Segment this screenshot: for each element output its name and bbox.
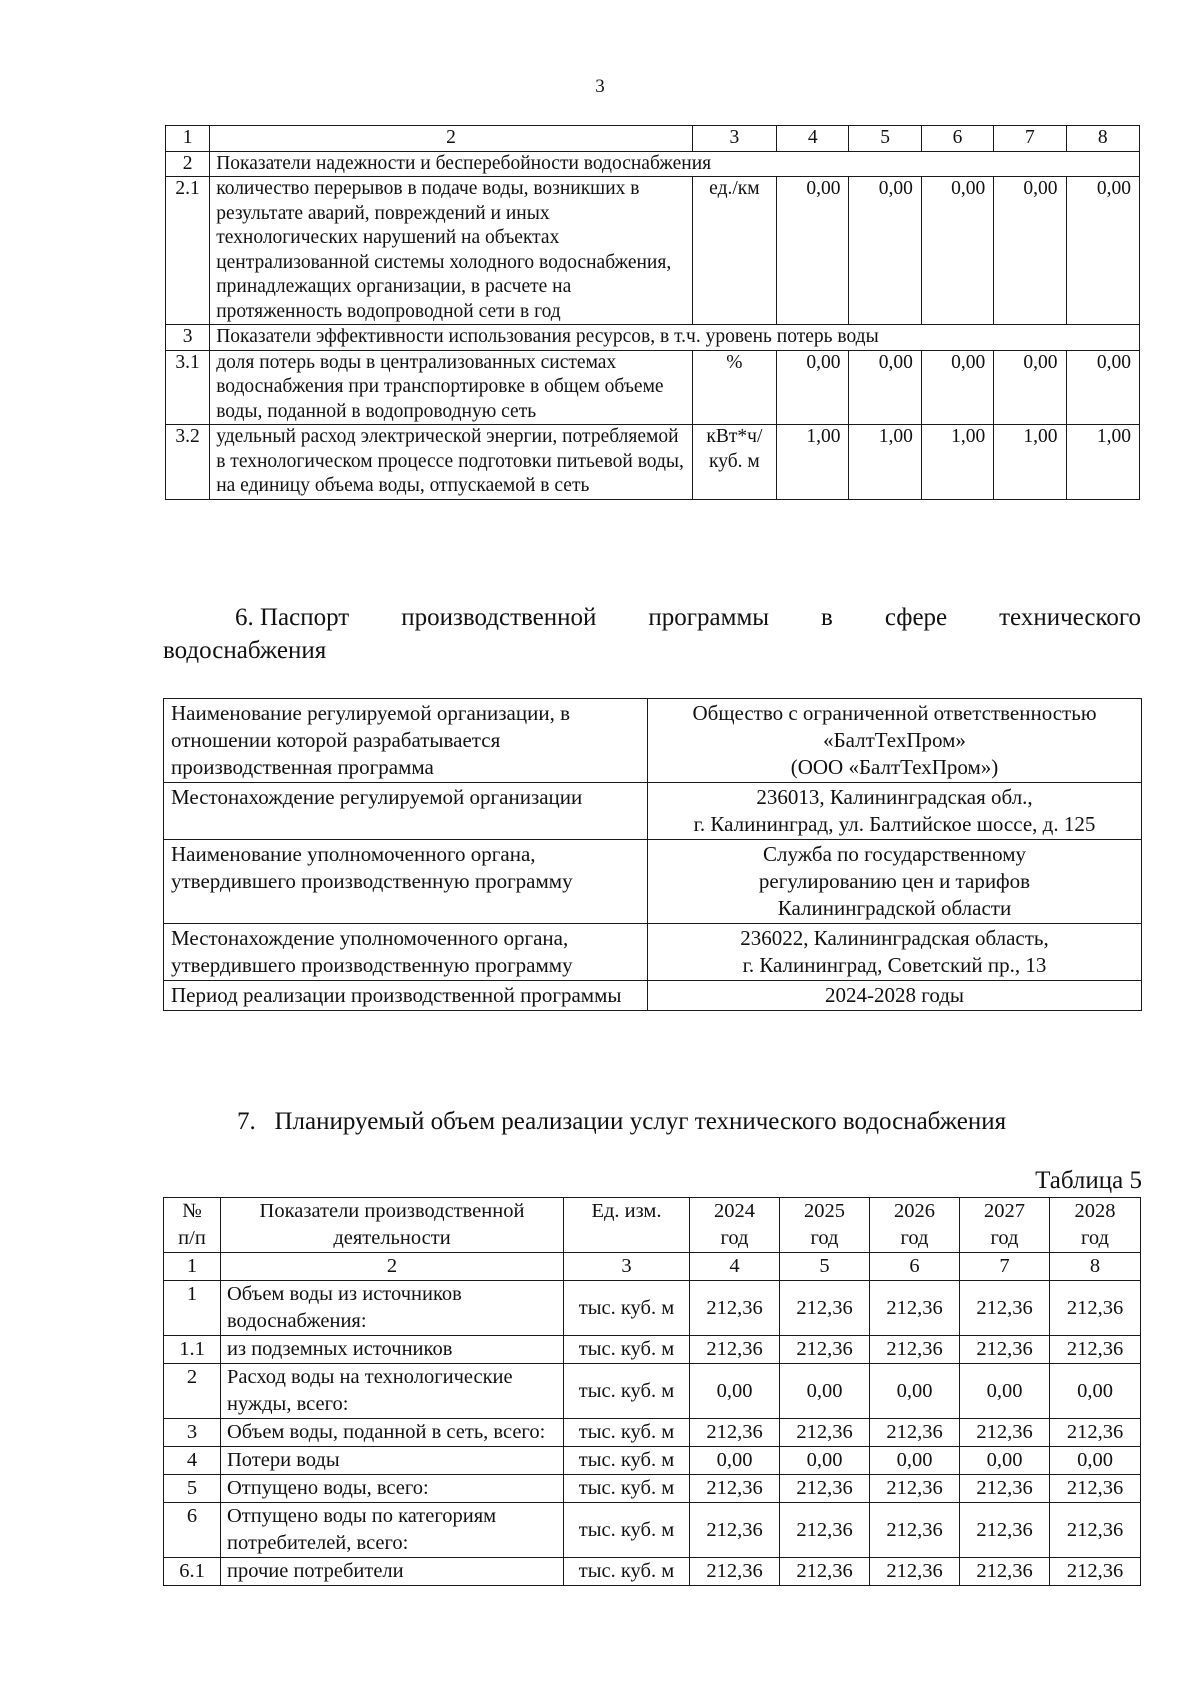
value-cell: 212,36: [1050, 1336, 1141, 1364]
row-number: 2: [164, 1364, 221, 1419]
value-cell: 0,00: [777, 177, 849, 325]
value-cell: 212,36: [960, 1336, 1050, 1364]
unit-cell: тыс. куб. м: [564, 1281, 690, 1336]
value-cell: 212,36: [870, 1503, 960, 1558]
row-number: 2: [166, 151, 210, 177]
indicator-name: удельный расход электрической энергии, потребляемой в технологическом процессе подготовки питьевой воды, на единицу объема воды, отпускаемой в сеть: [210, 425, 692, 500]
heading-line: [163, 601, 1141, 634]
table-row: [164, 1336, 1141, 1364]
heading-word: программы: [648, 604, 770, 631]
value-cell: 0,00: [849, 350, 921, 425]
section-row: [166, 151, 1140, 177]
passport-label: Наименование уполномоченного органа, утвердившего производственную программу: [164, 840, 648, 924]
value-cell: 212,36: [780, 1281, 870, 1336]
header-cell: № п/п: [164, 1198, 221, 1253]
passport-label: Период реализации производственной программы: [164, 981, 648, 1011]
table-header-row: [164, 1198, 1141, 1253]
passport-label: Местонахождение регулируемой организации: [164, 783, 648, 840]
value-cell: 212,36: [870, 1475, 960, 1503]
unit-cell: тыс. куб. м: [564, 1336, 690, 1364]
row-number: 5: [164, 1475, 221, 1503]
indicator-name: Отпущено воды по категориям потребителей, всего:: [221, 1503, 564, 1558]
passport-value: 2024-2028 годы: [648, 981, 1142, 1011]
col-number: 3: [564, 1253, 690, 1281]
col-number: 2: [221, 1253, 564, 1281]
value-cell: 212,36: [690, 1503, 780, 1558]
heading-word: 6. Паспорт: [235, 604, 350, 631]
indicator-name: Потери воды: [221, 1447, 564, 1475]
header-cell: 2024 год: [690, 1198, 780, 1253]
passport-label: Наименование регулируемой организации, в отношении которой разрабатывается производственная программа: [164, 699, 648, 783]
heading-word: технического: [999, 604, 1141, 631]
passport-label: Местонахождение уполномоченного органа, утвердившего производственную программу: [164, 924, 648, 981]
value-cell: 0,00: [921, 350, 993, 425]
row-number: 1: [164, 1281, 221, 1336]
value-cell: 1,00: [1066, 425, 1139, 500]
value-cell: 212,36: [1050, 1503, 1141, 1558]
col-number: 4: [690, 1253, 780, 1281]
heading-line: водоснабжения: [163, 637, 327, 664]
value-cell: 212,36: [870, 1419, 960, 1447]
col-number: 6: [870, 1253, 960, 1281]
unit-cell: [692, 425, 776, 500]
unit-cell: тыс. куб. м: [564, 1503, 690, 1558]
value-cell: 0,00: [994, 177, 1066, 325]
value-cell: 0,00: [777, 350, 849, 425]
value-cell: 0,00: [994, 350, 1066, 425]
header-cell: 2027 год: [960, 1198, 1050, 1253]
indicator-name: Расход воды на технологические нужды, всего:: [221, 1364, 564, 1419]
row-number: 4: [164, 1447, 221, 1475]
value-cell: 212,36: [780, 1475, 870, 1503]
header-cell: Показатели производственной деятельности: [221, 1198, 564, 1253]
page-number: 3: [595, 76, 605, 97]
value-cell: 0,00: [690, 1364, 780, 1419]
heading-word: в: [821, 604, 833, 631]
value-cell: 0,00: [1066, 350, 1139, 425]
table-row: [164, 699, 1142, 783]
value-cell: 212,36: [690, 1475, 780, 1503]
table-row: [164, 1419, 1141, 1447]
col-number: 5: [780, 1253, 870, 1281]
section-title: Показатели эффективности использования ресурсов, в т.ч. уровень потерь воды: [210, 325, 1140, 351]
value-cell: 0,00: [780, 1364, 870, 1419]
value-cell: 212,36: [960, 1419, 1050, 1447]
value-cell: 0,00: [780, 1447, 870, 1475]
value-cell: 212,36: [690, 1419, 780, 1447]
value-cell: 0,00: [960, 1364, 1050, 1419]
table-row: [164, 1475, 1141, 1503]
col-number: 5: [849, 126, 921, 152]
value-cell: 212,36: [780, 1558, 870, 1586]
col-number: 7: [994, 126, 1066, 152]
value-cell: 212,36: [870, 1281, 960, 1336]
table-row: [164, 981, 1142, 1011]
value-cell: 212,36: [1050, 1558, 1141, 1586]
value-cell: 212,36: [870, 1558, 960, 1586]
value-cell: 0,00: [1050, 1364, 1141, 1419]
indicator-name: прочие потребители: [221, 1558, 564, 1586]
value-cell: 0,00: [849, 177, 921, 325]
section-6-heading: [163, 601, 1141, 667]
table-row: [164, 1281, 1141, 1336]
row-number: 6.1: [164, 1558, 221, 1586]
header-cell: 2026 год: [870, 1198, 960, 1253]
table-caption: Таблица 5: [1035, 1167, 1142, 1194]
unit-line: куб. м: [709, 450, 760, 472]
value-cell: 0,00: [690, 1447, 780, 1475]
value-cell: 212,36: [690, 1336, 780, 1364]
section-row: [166, 325, 1140, 351]
unit-cell: тыс. куб. м: [564, 1558, 690, 1586]
indicator-name: Объем воды, поданной в сеть, всего:: [221, 1419, 564, 1447]
table-header-row: [166, 126, 1140, 152]
value-cell: 212,36: [690, 1281, 780, 1336]
heading-title: Планируемый объем реализации услуг технического водоснабжения: [274, 1108, 1007, 1135]
value-cell: 0,00: [870, 1447, 960, 1475]
unit-cell: %: [692, 350, 776, 425]
value-cell: 1,00: [777, 425, 849, 500]
value-cell: 0,00: [921, 177, 993, 325]
indicator-name: Отпущено воды, всего:: [221, 1475, 564, 1503]
value-cell: 212,36: [870, 1336, 960, 1364]
section-title: Показатели надежности и бесперебойности водоснабжения: [210, 151, 1140, 177]
value-cell: 212,36: [960, 1558, 1050, 1586]
unit-cell: тыс. куб. м: [564, 1447, 690, 1475]
table-row: [164, 1364, 1141, 1419]
value-cell: 212,36: [1050, 1281, 1141, 1336]
header-cell: 2025 год: [780, 1198, 870, 1253]
value-cell: 212,36: [780, 1503, 870, 1558]
col-number: 8: [1066, 126, 1139, 152]
col-number: 6: [921, 126, 993, 152]
value-cell: 212,36: [1050, 1475, 1141, 1503]
col-number: 3: [692, 126, 776, 152]
indicator-name: доля потерь воды в централизованных системах водоснабжения при транспортировке в общем объеме воды, поданной в водопроводную сеть: [210, 350, 692, 425]
value-cell: 1,00: [994, 425, 1066, 500]
unit-cell: тыс. куб. м: [564, 1419, 690, 1447]
value-cell: 212,36: [960, 1503, 1050, 1558]
unit-cell: тыс. куб. м: [564, 1475, 690, 1503]
value-cell: 1,00: [849, 425, 921, 500]
row-number: 3.2: [166, 425, 210, 500]
value-cell: 0,00: [1066, 177, 1139, 325]
volume-table: [163, 1197, 1141, 1586]
value-cell: 0,00: [1050, 1447, 1141, 1475]
row-number: 3: [164, 1419, 221, 1447]
value-cell: 0,00: [960, 1447, 1050, 1475]
table-row: [164, 924, 1142, 981]
passport-value: Служба по государственному регулированию цен и тарифов Калининградской области: [648, 840, 1142, 924]
row-number: 2.1: [166, 177, 210, 325]
unit-cell: тыс. куб. м: [564, 1364, 690, 1419]
passport-value: 236022, Калининградская область, г. Калининград, Советский пр., 13: [648, 924, 1142, 981]
passport-value: 236013, Калининградская обл., г. Калининград, ул. Балтийское шоссе, д. 125: [648, 783, 1142, 840]
value-cell: 212,36: [960, 1281, 1050, 1336]
col-number: 1: [166, 126, 210, 152]
indicator-name: Объем воды из источников водоснабжения:: [221, 1281, 564, 1336]
indicator-name: из подземных источников: [221, 1336, 564, 1364]
col-number: 4: [777, 126, 849, 152]
table-row: [166, 350, 1140, 425]
value-cell: 212,36: [780, 1419, 870, 1447]
table-row: [164, 840, 1142, 924]
header-cell: 2028 год: [1050, 1198, 1141, 1253]
value-cell: 212,36: [690, 1558, 780, 1586]
value-cell: 1,00: [921, 425, 993, 500]
row-number: 1.1: [164, 1336, 221, 1364]
col-number: 1: [164, 1253, 221, 1281]
unit-cell: ед./км: [692, 177, 776, 325]
col-number: 8: [1050, 1253, 1141, 1281]
row-number: 6: [164, 1503, 221, 1558]
table-row: [166, 177, 1140, 325]
indicators-table: [165, 125, 1140, 500]
header-cell: Ед. изм.: [564, 1198, 690, 1253]
table-row: [164, 783, 1142, 840]
row-number: 3.1: [166, 350, 210, 425]
passport-value: Общество с ограниченной ответственностью «БалтТехПром» (ООО «БалтТехПром»): [648, 699, 1142, 783]
table-row: [164, 1503, 1141, 1558]
col-number: 7: [960, 1253, 1050, 1281]
heading-word: сфере: [884, 604, 948, 631]
heading-word: производственной: [401, 604, 597, 631]
section-7-heading: [237, 1105, 1142, 1138]
value-cell: 0,00: [870, 1364, 960, 1419]
indicator-name: количество перерывов в подаче воды, возникших в результате аварий, повреждений и иных технологических нарушений на объектах централизованной системы холодного водоснабжения, принадлежащих организации, в расчете на протяженность водопроводной сети в год: [210, 177, 692, 325]
value-cell: 212,36: [780, 1336, 870, 1364]
heading-number: 7.: [237, 1108, 256, 1135]
column-number-row: [164, 1253, 1141, 1281]
passport-table: [163, 698, 1142, 1011]
table-row: [164, 1447, 1141, 1475]
table-row: [166, 425, 1140, 500]
table-row: [164, 1558, 1141, 1586]
row-number: 3: [166, 325, 210, 351]
value-cell: 212,36: [960, 1475, 1050, 1503]
value-cell: 212,36: [1050, 1419, 1141, 1447]
unit-line: кВт*ч/: [706, 426, 763, 447]
col-number: 2: [210, 126, 692, 152]
